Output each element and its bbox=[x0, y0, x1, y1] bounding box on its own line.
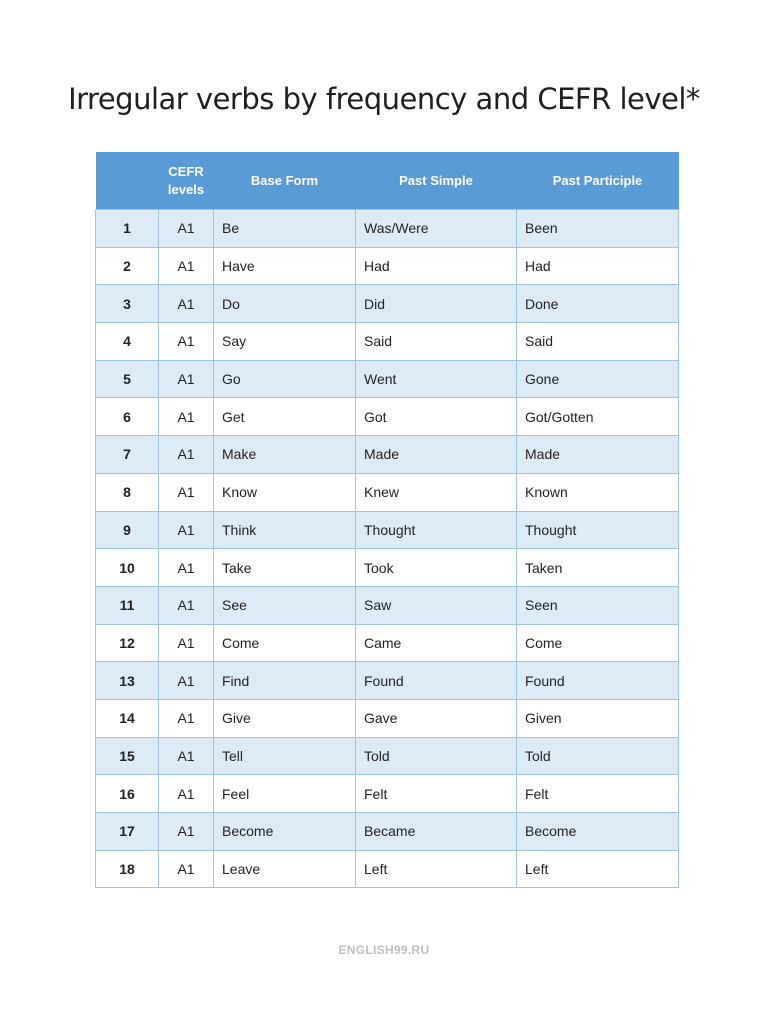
cell-number: 17 bbox=[96, 813, 159, 851]
table-row bbox=[96, 285, 679, 323]
cell-past-simple: Knew bbox=[356, 473, 517, 511]
cell-base-form: See bbox=[214, 586, 356, 624]
cell-cefr-level: A1 bbox=[159, 813, 214, 851]
cell-past-simple: Did bbox=[356, 285, 517, 323]
cell-past-simple: Felt bbox=[356, 775, 517, 813]
cell-past-participle: Felt bbox=[517, 775, 679, 813]
table-row bbox=[96, 699, 679, 737]
table-row bbox=[96, 210, 679, 248]
cell-base-form: Come bbox=[214, 624, 356, 662]
header-base-form: Base Form bbox=[214, 152, 356, 210]
header-cefr-levels: CEFR levels bbox=[159, 152, 214, 210]
cell-number: 9 bbox=[96, 511, 159, 549]
cell-cefr-level: A1 bbox=[159, 436, 214, 474]
cell-past-participle: Made bbox=[517, 436, 679, 474]
cell-cefr-level: A1 bbox=[159, 624, 214, 662]
cell-cefr-level: A1 bbox=[159, 473, 214, 511]
cell-cefr-level: A1 bbox=[159, 549, 214, 587]
cell-past-simple: Said bbox=[356, 323, 517, 361]
cell-number: 6 bbox=[96, 398, 159, 436]
cell-number: 18 bbox=[96, 850, 159, 888]
table-row bbox=[96, 247, 679, 285]
cell-past-simple: Took bbox=[356, 549, 517, 587]
table-row bbox=[96, 586, 679, 624]
cell-cefr-level: A1 bbox=[159, 511, 214, 549]
cell-number: 16 bbox=[96, 775, 159, 813]
cell-base-form: Say bbox=[214, 323, 356, 361]
verb-table bbox=[95, 152, 679, 888]
cell-past-participle: Taken bbox=[517, 549, 679, 587]
cell-past-participle: Known bbox=[517, 473, 679, 511]
cell-number: 7 bbox=[96, 436, 159, 474]
cell-past-simple: Went bbox=[356, 360, 517, 398]
cell-past-simple: Saw bbox=[356, 586, 517, 624]
cell-cefr-level: A1 bbox=[159, 662, 214, 700]
table-row bbox=[96, 511, 679, 549]
header-past-simple: Past Simple bbox=[356, 152, 517, 210]
cell-past-simple: Told bbox=[356, 737, 517, 775]
cell-number: 8 bbox=[96, 473, 159, 511]
table-row bbox=[96, 737, 679, 775]
cell-number: 13 bbox=[96, 662, 159, 700]
cell-base-form: Feel bbox=[214, 775, 356, 813]
cell-past-simple: Made bbox=[356, 436, 517, 474]
cell-number: 12 bbox=[96, 624, 159, 662]
cell-past-participle: Left bbox=[517, 850, 679, 888]
cell-base-form: Do bbox=[214, 285, 356, 323]
cell-past-participle: Come bbox=[517, 624, 679, 662]
table-row bbox=[96, 473, 679, 511]
table-row bbox=[96, 398, 679, 436]
cell-cefr-level: A1 bbox=[159, 775, 214, 813]
cell-number: 5 bbox=[96, 360, 159, 398]
cell-number: 10 bbox=[96, 549, 159, 587]
cell-number: 14 bbox=[96, 699, 159, 737]
table-row bbox=[96, 775, 679, 813]
cell-base-form: Find bbox=[214, 662, 356, 700]
table-row bbox=[96, 549, 679, 587]
cell-past-simple: Found bbox=[356, 662, 517, 700]
cell-base-form: Think bbox=[214, 511, 356, 549]
table-row bbox=[96, 323, 679, 361]
cell-past-participle: Found bbox=[517, 662, 679, 700]
cell-cefr-level: A1 bbox=[159, 323, 214, 361]
cell-past-simple: Had bbox=[356, 247, 517, 285]
cell-base-form: Have bbox=[214, 247, 356, 285]
cell-base-form: Make bbox=[214, 436, 356, 474]
cell-base-form: Leave bbox=[214, 850, 356, 888]
header-number bbox=[96, 152, 159, 210]
cell-base-form: Tell bbox=[214, 737, 356, 775]
footer-watermark: ENGLISH99.RU bbox=[338, 943, 430, 957]
cell-past-simple: Got bbox=[356, 398, 517, 436]
cell-cefr-level: A1 bbox=[159, 737, 214, 775]
table-row bbox=[96, 813, 679, 851]
cell-past-participle: Got/Gotten bbox=[517, 398, 679, 436]
cell-past-participle: Seen bbox=[517, 586, 679, 624]
header-past-participle: Past Participle bbox=[517, 152, 679, 210]
cell-past-participle: Gone bbox=[517, 360, 679, 398]
cell-cefr-level: A1 bbox=[159, 285, 214, 323]
table-body bbox=[96, 210, 679, 888]
cell-number: 15 bbox=[96, 737, 159, 775]
cell-past-simple: Gave bbox=[356, 699, 517, 737]
cell-base-form: Be bbox=[214, 210, 356, 248]
cell-past-simple: Became bbox=[356, 813, 517, 851]
cell-past-participle: Become bbox=[517, 813, 679, 851]
cell-past-simple: Came bbox=[356, 624, 517, 662]
cell-cefr-level: A1 bbox=[159, 850, 214, 888]
cell-cefr-level: A1 bbox=[159, 360, 214, 398]
cell-past-participle: Done bbox=[517, 285, 679, 323]
cell-cefr-level: A1 bbox=[159, 699, 214, 737]
cell-past-participle: Thought bbox=[517, 511, 679, 549]
table-row bbox=[96, 624, 679, 662]
cell-number: 1 bbox=[96, 210, 159, 248]
cell-base-form: Get bbox=[214, 398, 356, 436]
page-title: Irregular verbs by frequency and CEFR level* bbox=[68, 82, 700, 116]
cell-past-participle: Told bbox=[517, 737, 679, 775]
cell-past-simple: Thought bbox=[356, 511, 517, 549]
cell-number: 3 bbox=[96, 285, 159, 323]
cell-past-participle: Had bbox=[517, 247, 679, 285]
cell-number: 2 bbox=[96, 247, 159, 285]
cell-base-form: Give bbox=[214, 699, 356, 737]
cell-number: 4 bbox=[96, 323, 159, 361]
cell-past-participle: Been bbox=[517, 210, 679, 248]
cell-past-simple: Was/Were bbox=[356, 210, 517, 248]
cell-base-form: Take bbox=[214, 549, 356, 587]
cell-cefr-level: A1 bbox=[159, 586, 214, 624]
cell-base-form: Know bbox=[214, 473, 356, 511]
cell-cefr-level: A1 bbox=[159, 210, 214, 248]
table-row bbox=[96, 850, 679, 888]
cell-number: 11 bbox=[96, 586, 159, 624]
cell-cefr-level: A1 bbox=[159, 398, 214, 436]
cell-base-form: Become bbox=[214, 813, 356, 851]
cell-past-simple: Left bbox=[356, 850, 517, 888]
table-header-row bbox=[96, 152, 679, 210]
cell-past-participle: Said bbox=[517, 323, 679, 361]
table-row bbox=[96, 436, 679, 474]
table-row bbox=[96, 662, 679, 700]
table-row bbox=[96, 360, 679, 398]
cell-base-form: Go bbox=[214, 360, 356, 398]
cell-past-participle: Given bbox=[517, 699, 679, 737]
cell-cefr-level: A1 bbox=[159, 247, 214, 285]
